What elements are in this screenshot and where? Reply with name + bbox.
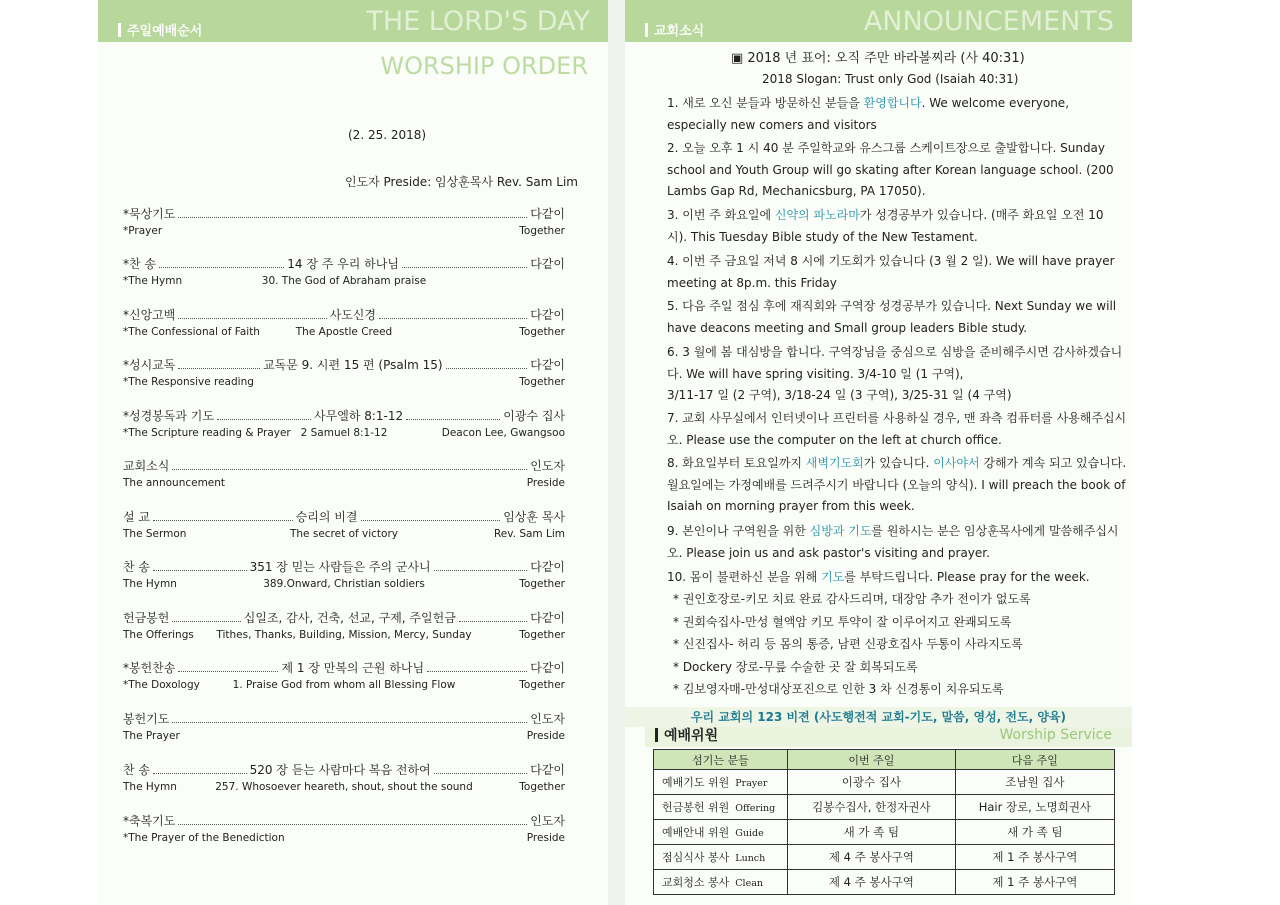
- item-title-en: The Hymn: [123, 781, 177, 793]
- table-header-row: [654, 750, 1115, 770]
- item-detail-en: 389.Onward, Christian soldiers: [263, 578, 425, 590]
- item-detail-en: 1. Praise God from whom all Blessing Flow: [232, 679, 456, 691]
- role-cell: 예배안내 위원 Guide: [654, 820, 788, 845]
- worship-item-en-row: [123, 730, 565, 745]
- item-detail: 사무엘하 8:1-12: [314, 409, 404, 423]
- item-detail: 제 1 장 만복의 근원 하나님: [281, 661, 425, 675]
- prayer-item: * 김보영자매-만성대상포진으로 인한 3 차 신경통이 치유되도록: [673, 682, 1004, 696]
- item-title: *찬 송: [123, 257, 156, 271]
- table-row: [654, 845, 1115, 870]
- worship-service-table: [653, 749, 1115, 895]
- worship-item-ko-row: [123, 457, 565, 474]
- item-title-en: *The Hymn: [123, 275, 183, 287]
- item-title-en: The announcement: [123, 477, 226, 489]
- worship-item-ko-row: [123, 609, 565, 626]
- item-title: 교회소식: [123, 459, 170, 473]
- announcement-4: 4. 이번 주 금요일 저녁 8 시에 기도회가 있습니다 (3 월 2 일). We will have prayer meeting at 8p.m. this Friday: [667, 254, 1115, 290]
- service-heading-ko: 예배위원: [655, 725, 718, 745]
- leader-dots: [172, 460, 527, 470]
- item-detail-en: The Apostle Creed: [295, 326, 393, 338]
- item-detail: 520 장 듣는 사람마다 복음 전하여: [249, 763, 431, 777]
- next-week-cell: Hair 장로, 노명희권사: [955, 795, 1114, 820]
- this-week-cell: 제 4 주 봉사구역: [788, 870, 956, 895]
- leader-dots: [427, 662, 527, 672]
- slogan-english: 2018 Slogan: Trust only God (Isaiah 40:31): [762, 72, 1019, 86]
- worship-item-ko-row: [123, 255, 565, 272]
- announcement-3: 3. 이번 주 화요일에 신약의 파노라마가 성경공부가 있습니다. (매주 화요일 오전 10 시). This Tuesday Bible study of the New Testament.: [667, 208, 1104, 244]
- item-leader: 다같이: [530, 207, 565, 221]
- this-week-cell: 김봉수집사, 한정자권사: [788, 795, 956, 820]
- item-leader: 인도자: [530, 814, 565, 828]
- worship-item-en-row: [123, 477, 565, 492]
- worship-item-ko-row: [123, 407, 565, 424]
- item-detail-en: 2 Samuel 8:1-12: [300, 427, 388, 439]
- worship-item: [123, 205, 565, 241]
- worship-item: [123, 508, 565, 544]
- item-leader-en: Together: [519, 629, 565, 641]
- worship-item-ko-row: [123, 761, 565, 778]
- worship-item-ko-row: [123, 306, 565, 323]
- next-week-cell: 조남원 집사: [955, 770, 1114, 795]
- item-title: *축복기도: [123, 814, 176, 828]
- worship-item: [123, 558, 565, 594]
- worship-item: [123, 407, 565, 443]
- next-week-cell: 새 가 족 팀: [955, 820, 1114, 845]
- right-header-bar: [625, 0, 1132, 42]
- worship-item-ko-row: [123, 508, 565, 525]
- worship-item-ko-row: [123, 356, 565, 373]
- announcements-page: [625, 0, 1132, 905]
- worship-item-ko-row: [123, 558, 565, 575]
- preside-line: 인도자 Preside: 임상훈목사 Rev. Sam Lim: [344, 175, 578, 189]
- item-leader-en: Rev. Sam Lim: [493, 528, 565, 540]
- leader-dots: [459, 612, 527, 622]
- left-header-ko: 주일예배순서: [118, 20, 202, 39]
- worship-item: [123, 761, 565, 797]
- announcement-1: 1. 새로 오신 분들과 방문하신 분들을 환영합니다. We welcome everyone, especially new comers and visitors: [667, 96, 1070, 132]
- announcement-8: 8. 화요일부터 토요일까지 새벽기도회가 있습니다. 이사야서 강해가 계속 되고 있습니다. 월요일에는 가정예배를 드려주시기 바랍니다 (오늘의 양식). I will preach the book of Isaiah on morning prayer from this week.: [667, 456, 1127, 513]
- table-header: 이번 주일: [788, 750, 956, 770]
- announcement-10: 10. 몸이 불편하신 분을 위해 기도를 부탁드립니다. Please pray for the week.: [667, 570, 1090, 584]
- leader-dots: [406, 410, 500, 420]
- table-row: [654, 870, 1115, 895]
- slogan-korean: ▣ 2018 년 표어: 오직 주만 바라볼찌라 (사 40:31): [731, 51, 1025, 66]
- item-leader-en: Preside: [526, 730, 565, 742]
- item-leader: 임상훈 목사: [503, 510, 565, 524]
- leader-dots: [446, 359, 528, 369]
- leader-dots: [172, 612, 240, 622]
- next-week-cell: 제 1 주 봉사구역: [955, 870, 1114, 895]
- item-title: 헌금봉헌: [123, 611, 170, 625]
- leader-dots: [434, 764, 528, 774]
- worship-item: [123, 306, 565, 342]
- item-title-en: *The Responsive reading: [123, 376, 254, 388]
- worship-item: [123, 609, 565, 645]
- leader-dots: [361, 511, 501, 521]
- item-leader-en: Together: [519, 225, 565, 237]
- item-leader: 다같이: [530, 358, 566, 372]
- item-leader: 다같이: [530, 611, 565, 625]
- announcement-9: 9. 본인이나 구역원을 위한 심방과 기도를 원하시는 분은 임상훈목사에게 말씀해주십시오. Please join us and ask pastor's visiting and prayer.: [667, 524, 1119, 560]
- item-detail: 십일조, 감사, 건축, 선교, 구제, 주일헌금: [243, 611, 456, 625]
- item-leader-en: Deacon Lee, Gwangsoo: [441, 427, 565, 439]
- this-week-cell: 제 4 주 봉사구역: [788, 845, 956, 870]
- item-leader: 다같이: [530, 308, 565, 322]
- item-title: *묵상기도: [123, 207, 176, 221]
- item-title: *신앙고백: [123, 308, 176, 322]
- worship-item: [123, 356, 565, 392]
- item-title-en: *The Confessional of Faith: [123, 326, 260, 338]
- table-row: [654, 820, 1115, 845]
- worship-item-en-row: [123, 679, 565, 694]
- prayer-item: * Dockery 장로-무릎 수술한 곳 잘 회복되도록: [673, 659, 918, 674]
- worship-item-en-row: [123, 326, 565, 341]
- item-title-en: *Prayer: [123, 225, 163, 237]
- role-cell: 점심식사 봉사 Lunch: [654, 845, 788, 870]
- item-leader: 인도자: [530, 712, 565, 726]
- worship-item-en-row: [123, 376, 565, 391]
- announcement-7: 7. 교회 사무실에서 인터넷이나 프린터를 사용하실 경우, 맨 좌측 컴퓨터를 사용해주십시오. Please use the computer on the left at church office.: [667, 411, 1127, 447]
- item-leader-en: Preside: [526, 832, 565, 844]
- worship-item-en-row: [123, 427, 565, 442]
- item-detail: 사도신경: [329, 308, 376, 322]
- leader-dots: [178, 662, 278, 672]
- item-title: 찬 송: [123, 560, 150, 574]
- service-heading-en: Worship Service: [999, 727, 1112, 743]
- leader-dots: [178, 208, 527, 218]
- item-title-en: The Sermon: [123, 528, 187, 540]
- item-title-en: *The Doxology: [123, 679, 200, 691]
- item-leader: 다같이: [530, 763, 565, 777]
- worship-item-ko-row: [123, 659, 565, 676]
- table-row: [654, 770, 1115, 795]
- right-header-en: ANNOUNCEMENTS: [863, 6, 1114, 37]
- item-detail-en: The secret of victory: [289, 528, 399, 540]
- prayer-item: * 권회숙집사-만성 혈액암 키모 투약이 잘 이루어지고 완쾌되도록: [673, 614, 1012, 629]
- item-leader-en: Together: [519, 578, 565, 590]
- worship-item-en-row: [123, 275, 565, 290]
- announcement-6: 6. 3 월에 봄 대심방을 합니다. 구역장님을 중심으로 심방을 준비해주시면 감사하겠습니다. We will have spring visiting. 3/4-10 일 (1 구역), 3/11-17 일 (2 구역), 3/18-24 일 (3 구역), 3/25-31 일 (4 구역): [667, 345, 1123, 402]
- leader-dots: [153, 511, 293, 521]
- item-title: *성경봉독과 기도: [123, 409, 214, 423]
- leader-dots: [178, 309, 326, 319]
- leader-dots: [153, 561, 247, 571]
- item-title: 봉헌기도: [123, 712, 170, 726]
- item-leader: 이광수 집사: [503, 409, 566, 423]
- item-leader-en: Together: [519, 326, 565, 338]
- worship-date: (2. 25. 2018): [348, 128, 427, 142]
- left-header-en: THE LORD'S DAY: [366, 6, 590, 37]
- item-title: 찬 송: [123, 763, 150, 777]
- leader-dots: [178, 815, 527, 825]
- worship-item: [123, 710, 565, 746]
- item-title-en: The Offerings: [123, 629, 194, 641]
- item-leader-en: Together: [519, 376, 565, 388]
- item-leader: 인도자: [530, 459, 565, 473]
- item-detail-en: 257. Whosoever heareth, shout, shout the sound: [215, 781, 473, 793]
- leader-dots: [217, 410, 311, 420]
- worship-item-ko-row: [123, 812, 565, 829]
- worship-order-subhead: WORSHIP ORDER: [380, 52, 588, 80]
- leader-dots: [379, 309, 527, 319]
- right-header-ko: 교회소식: [645, 20, 704, 39]
- worship-item-ko-row: [123, 205, 565, 222]
- role-cell: 교회청소 봉사 Clean: [654, 870, 788, 895]
- worship-item-en-row: [123, 832, 565, 847]
- role-cell: 헌금봉헌 위원 Offering: [654, 795, 788, 820]
- item-title-en: *The Prayer of the Benediction: [123, 832, 285, 844]
- worship-item-en-row: [123, 528, 565, 543]
- worship-item-en-row: [123, 781, 565, 796]
- item-detail: 14 장 주 우리 하나님: [287, 257, 399, 271]
- item-title: 설 교: [123, 510, 150, 524]
- leader-dots: [434, 561, 528, 571]
- item-leader-en: Preside: [526, 477, 565, 489]
- item-detail: 승리의 비결: [295, 510, 358, 524]
- table-header: 섬기는 분들: [654, 750, 788, 770]
- item-title-en: *The Scripture reading & Prayer: [123, 427, 291, 439]
- leader-dots: [153, 764, 247, 774]
- worship-item-en-row: [123, 629, 565, 644]
- leader-dots: [402, 258, 527, 268]
- worship-item: [123, 659, 565, 695]
- prayer-item: * 권인호장로-키모 치료 완료 감사드리며, 대장암 추가 전이가 없도록: [673, 592, 1031, 606]
- leader-dots: [178, 359, 260, 369]
- worship-item: [123, 255, 565, 291]
- role-cell: 예배기도 위원 Prayer: [654, 770, 788, 795]
- announcement-2: 2. 오늘 오후 1 시 40 분 주일학교와 유스그룹 스케이트장으로 출발합니다. Sunday school and Youth Group will go skating after Korean language school. (200 Lambs Gap Rd, Mechanicsburg, PA 17050).: [667, 141, 1114, 198]
- worship-item-en-row: [123, 578, 565, 593]
- this-week-cell: 이광수 집사: [788, 770, 956, 795]
- item-leader-en: Together: [519, 781, 565, 793]
- item-leader-en: Together: [519, 679, 565, 691]
- leader-dots: [172, 713, 527, 723]
- item-title: *성시교독: [123, 358, 176, 372]
- item-detail: 교독문 9. 시편 15 편 (Psalm 15): [263, 358, 443, 372]
- item-leader: 다같이: [530, 560, 565, 574]
- table-header: 다음 주일: [955, 750, 1114, 770]
- next-week-cell: 제 1 주 봉사구역: [955, 845, 1114, 870]
- prayer-item: * 신진집사- 허리 등 몸의 통증, 남편 신광호집사 두통이 사라지도록: [673, 637, 1023, 651]
- item-leader: 다같이: [530, 257, 565, 271]
- item-title-en: The Prayer: [123, 730, 180, 742]
- announcement-5: 5. 다음 주일 점심 후에 재직회와 구역장 성경공부가 있습니다. Next Sunday we will have deacons meeting and Small group leaders Bible study.: [667, 299, 1117, 335]
- item-title: *봉헌찬송: [123, 661, 176, 675]
- worship-item-en-row: [123, 225, 565, 240]
- worship-order-page: [98, 0, 608, 905]
- page-gutter: [608, 0, 625, 905]
- church-vision: 우리 교회의 123 비젼 (사도행전적 교회-기도, 말씀, 영성, 전도, 양육): [625, 707, 1132, 727]
- worship-item-ko-row: [123, 710, 565, 727]
- item-title-en: The Hymn: [123, 578, 177, 590]
- left-header-bar: [98, 0, 608, 42]
- item-leader: 다같이: [530, 661, 566, 675]
- this-week-cell: 새 가 족 팀: [788, 820, 956, 845]
- item-detail-en: Tithes, Thanks, Building, Mission, Mercy, Sunday: [216, 629, 472, 641]
- leader-dots: [159, 258, 284, 268]
- item-detail-en: 30. The God of Abraham praise: [261, 275, 427, 287]
- worship-item: [123, 457, 565, 493]
- worship-item: [123, 812, 565, 848]
- item-detail: 351 장 믿는 사람들은 주의 군사니: [249, 560, 431, 574]
- prayer-list: [673, 588, 1132, 701]
- table-row: [654, 795, 1115, 820]
